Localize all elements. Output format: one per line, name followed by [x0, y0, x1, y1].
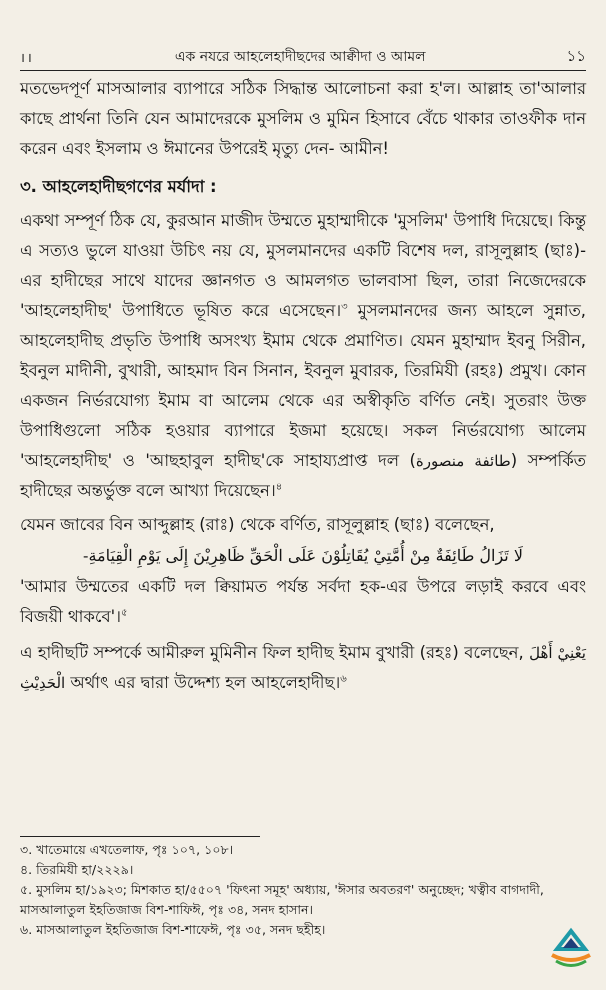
running-title: এক নযরে আহলেহাদীছদের আক্বীদা ও আমল: [174, 49, 426, 65]
hadith-translation-text: 'আমার উম্মতের একটি দল ক্বিয়ামত পর্যন্ত সর্বদা হক-এর উপরে লড়াই করবে এবং বিজয়ী থাকবে'।: [20, 577, 586, 626]
paragraph4-text-b: অর্থাৎ এর দ্বারা উদ্দেশ্য হল আহলেহাদীছ।: [65, 673, 341, 692]
footnote-4: ৪. তিরমিযী হা/২২২৯।: [20, 862, 134, 877]
paragraph2-text-b: মুসলমানদের জন্য আহলে সুন্নাত, আহলেহাদীছ প্রভৃতি উপাধি অসংখ্য ইমাম থেকে প্রমাণিত। যেমন মুহাম্মাদ ইবনু সিরীন, ইবনুল মাদীনী, বুখারী, আহমাদ বিন সিনান, ইবনুল মুবারক, তিরমিযী (রহঃ) প্রমুখ। কোন একজন নির্ভরযোগ্য ইমাম বা আলেম থেকে এর অস্বীকৃতি বর্ণিত নেই। সুতরাং উক্ত উপাধিগুলো সঠিক হওয়ার ব্যাপারে ইজমা হয়েছে। সকল নির্ভরযোগ্য আলেম 'আহলেহাদীছ' ও 'আছহাবুল হাদীছ'কে সাহায্যপ্রাপ্ত দল (: [20, 301, 586, 470]
intro-paragraph: মতভেদপূর্ণ মাসআলার ব্যাপারে সঠিক সিদ্ধান্ত আলোচনা করা হ'ল। আল্লাহ তা'আলার কাছে প্রার্থনা তিনি যেন আমাদেরকে মুসলিম ও মুমিন হিসাবে বেঁচে থাকার তাওফীক দান করেন এবং ইসলাম ও ঈমানের উপরেই মৃত্যু দেন- আমীন!: [20, 79, 586, 158]
arabic-hadith: لَا تَزَالُ طَائِفَةٌ مِنْ أُمَّتِيْ يُقَاتِلُوْنَ عَلَى الْحَقِّ ظَاهِرِيْنَ إِلَى يَوْمِ الْقِيَامَةِ-: [83, 546, 523, 565]
footnote-5: ৫. মুসলিম হা/১৯২৩; মিশকাত হা/৫৫০৭ 'ফিৎনা সমূহ' অধ্যায়, 'ঈসার অবতরণ' অনুচ্ছেদ; খত্বীব বাগদাদী, মাসআলাতুল ইহতিজাজ বিশ-শাফিঈ, পৃঃ ৩৪, সনদ হাসান।: [20, 882, 544, 917]
footnote-ref-6: ৬: [340, 673, 347, 685]
main-text: [20, 74, 586, 698]
arabic-ahlul-hadith: يَعْنِيْ أَهْلَ الْحَدِيْثِ: [20, 644, 586, 692]
footnote-ref-3: ৩: [341, 301, 348, 313]
page-header: [20, 44, 586, 71]
paragraph-bukhari: [20, 638, 586, 698]
section-heading: ৩. আহলেহাদীছগণের মর্যাদা :: [20, 177, 217, 196]
footnote-separator: [20, 836, 260, 837]
footnotes: [20, 840, 586, 940]
page-number: ১১: [566, 46, 586, 65]
footnote-3: ৩. খাতেমায়ে এখতেলাফ, পৃঃ ১০৭, ১০৮।: [20, 842, 234, 857]
paragraph-hadith-intro: যেমন জাবের বিন আব্দুল্লাহ (রাঃ) থেকে বর্ণিত, রাসূলুল্লাহ (ছাঃ) বলেছেন,: [20, 515, 495, 534]
paragraph4-text-a: এ হাদীছটি সম্পর্কে আমীরুল মুমিনীন ফিল হাদীছ ইমাম বুখারী (রহঃ) বলেছেন,: [20, 643, 530, 662]
arabic-term: طائفة منصورة: [415, 452, 511, 470]
footnote-ref-5: ৫: [120, 607, 128, 619]
footnote-6: ৬. মাসআলাতুল ইহতিজাজ বিশ-শাফেঈ, পৃঃ ৩৫, সনদ ছহীহ।: [20, 922, 326, 937]
footnote-ref-4: ৪: [275, 481, 283, 493]
hadith-translation: [20, 572, 586, 632]
publisher-logo-icon: [548, 925, 594, 971]
header-marks: ।।: [20, 51, 34, 66]
paragraph2-text-c: ) সম্পর্কিত হাদীছের অন্তর্ভুক্ত বলে আখ্যা দিয়েছেন।: [20, 451, 586, 500]
paragraph-status-of-ahlehadith: [20, 206, 586, 506]
paragraph2-text-a: একথা সম্পূর্ণ ঠিক যে, কুরআন মাজীদ উম্মতে মুহাম্মাদীকে 'মুসলিম' উপাধি দিয়েছে। কিন্তু এ সত্যও ভুলে যাওয়া উচিৎ নয় যে, মুসলমানদের একটি বিশেষ দল, রাসূলুল্লাহ (ছাঃ)-এর হাদীছের সাথে যাদের জ্ঞানগত ও আমলগত ভালবাসা ছিল, তারা নিজেদেরকে 'আহলেহাদীছ' উপাধিতে ভূষিত করে এসেছেন।: [20, 211, 586, 320]
